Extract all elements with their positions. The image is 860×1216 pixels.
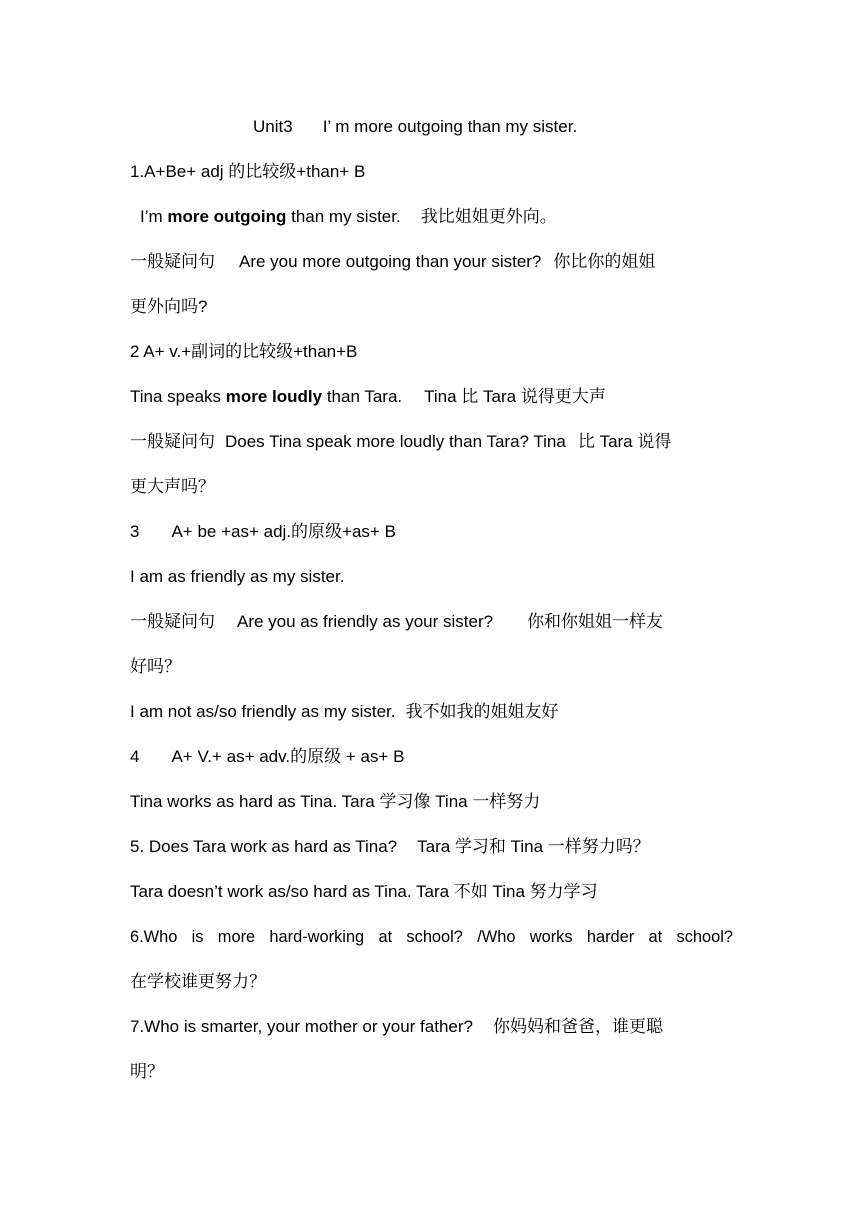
section-3-heading <box>130 521 733 543</box>
page-title <box>253 116 577 138</box>
question-translation: 比 Tara 说得 <box>577 432 672 451</box>
section-number: 3 <box>130 522 140 541</box>
example-bold: more outgoing <box>167 207 287 226</box>
section-2-heading: 2 A+ v.+副词的比较级+than+B <box>130 342 358 361</box>
section-3-example: I am as friendly as my sister. <box>130 567 345 586</box>
section-3-negative <box>130 701 733 723</box>
example-bold: more loudly <box>225 387 323 406</box>
question-translation: Tara 学习和 Tina 一样努力吗？ <box>417 837 650 856</box>
example-text: than my sister. <box>286 207 401 226</box>
question-label: 一般疑问句 <box>130 252 215 271</box>
question-text: 5. Does Tara work as hard as Tina? <box>130 837 398 856</box>
question-text: 7.Who is smarter, your mother or your father? <box>130 1017 473 1036</box>
section-6-translation: 在学校谁更努力？ <box>130 972 266 991</box>
section-3-question <box>130 611 733 633</box>
example-text: Tina speaks <box>130 387 226 406</box>
section-3-question-cont: 好吗？ <box>130 657 181 676</box>
section-2-example <box>130 386 733 408</box>
question-label: 一般疑问句 <box>130 432 215 451</box>
section-formula: A+ V.+ as+ adv.的原级 + as+ B <box>171 747 405 766</box>
section-5-negative: Tara doesn’t work as/so hard as Tina. Tara 不如 Tina 努力学习 <box>130 882 598 901</box>
section-1-example <box>140 206 743 228</box>
section-4-example: Tina works as hard as Tina. Tara 学习像 Tina 一样努力 <box>130 792 541 811</box>
question-text: Are you as friendly as your sister? <box>237 612 494 631</box>
negative-text: I am not as/so friendly as my sister. <box>130 702 396 721</box>
example-translation: Tina 比 Tara 说得更大声 <box>424 387 606 406</box>
section-2-question <box>130 431 733 453</box>
example-translation: 我比姐姐更外向。 <box>420 207 557 226</box>
question-text: Does Tina speak more loudly than Tara? Tina <box>225 432 566 451</box>
section-5-question <box>130 836 733 858</box>
title-text: I’ m more outgoing than my sister. <box>322 117 578 136</box>
question-translation: 你和你姐姐一样友 <box>527 612 664 631</box>
question-label: 一般疑问句 <box>130 612 215 631</box>
example-text: I’m <box>140 207 168 226</box>
section-7-question <box>130 1016 733 1038</box>
question-text: Are you more outgoing than your sister? <box>239 252 542 271</box>
negative-translation: 我不如我的姐姐友好 <box>405 702 559 721</box>
section-1-heading: 1.A+Be+ adj 的比较级+than+ B <box>130 162 366 181</box>
question-translation: 你比你的姐姐 <box>553 252 656 271</box>
section-4-heading <box>130 746 733 768</box>
section-1-question <box>130 251 733 273</box>
section-6-question: 6.Who is more hard-working at school? /Who works harder at school? <box>130 928 733 946</box>
section-1-question-cont: 更外向吗? <box>130 297 208 316</box>
section-number: 4 <box>130 747 140 766</box>
unit-label: Unit3 <box>253 117 293 136</box>
example-text: than Tara. <box>322 387 403 406</box>
section-formula: A+ be +as+ adj.的原级+as+ B <box>171 522 396 541</box>
question-translation: 你妈妈和爸爸，谁更聪 <box>492 1017 663 1036</box>
section-2-question-cont: 更大声吗？ <box>130 477 215 496</box>
section-7-question-cont: 明？ <box>130 1062 164 1081</box>
